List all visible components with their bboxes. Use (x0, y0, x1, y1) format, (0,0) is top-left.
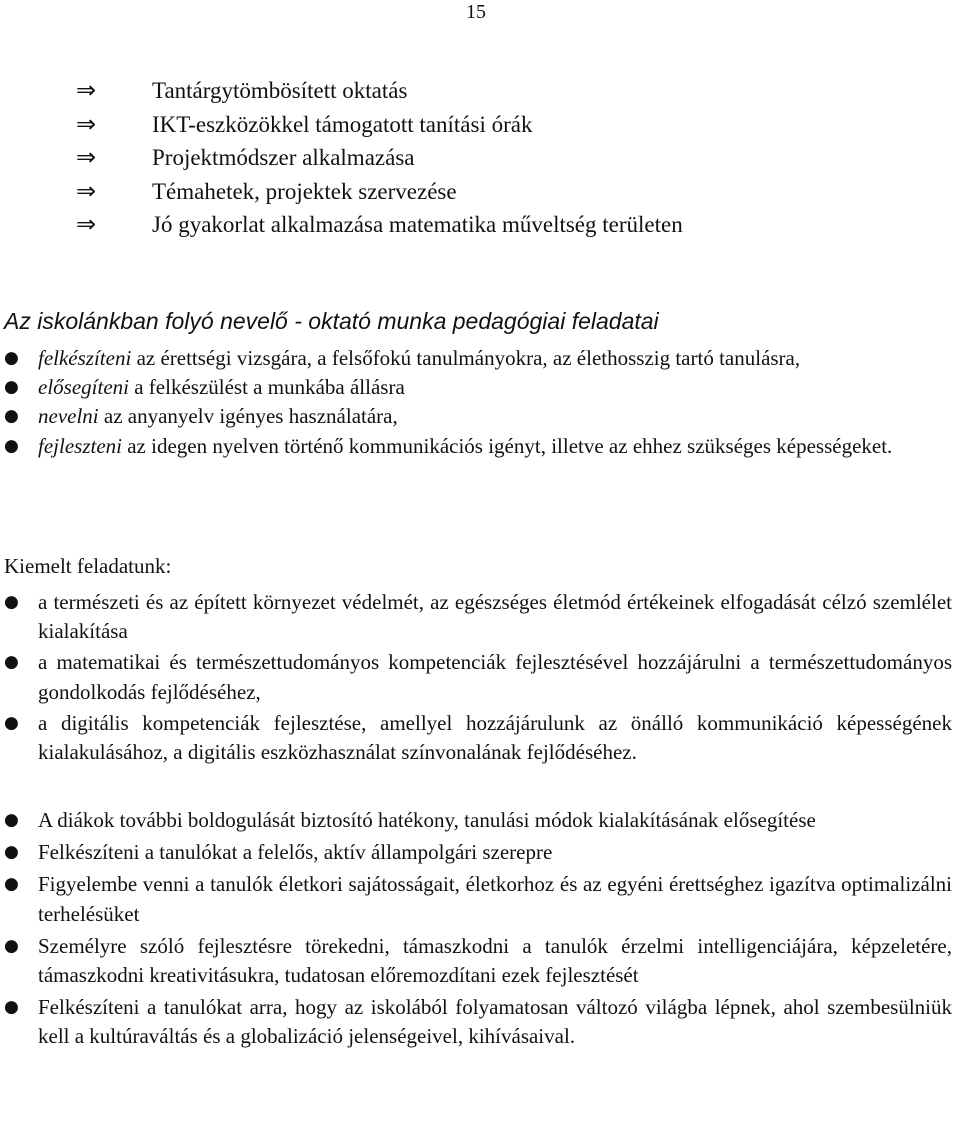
method-item-text: Tantárgytömbösített oktatás (152, 78, 408, 103)
method-item (0, 175, 960, 209)
double-arrow-icon: ⇒ (76, 210, 97, 238)
double-arrow-icon: ⇒ (76, 176, 97, 205)
highlighted-task-item (0, 709, 960, 767)
highlighted-task-item (0, 588, 960, 646)
general-task-item (0, 838, 960, 867)
general-task-item (0, 806, 960, 835)
bullet-icon: ● (4, 810, 19, 830)
general-task-text: A diákok további boldogulását biztosító hatékony, tanulási módok kialakításának elősegítése (38, 808, 816, 832)
bullet-icon: ● (4, 406, 19, 427)
general-task-text: Felkészíteni a tanulókat a felelős, aktív állampolgári szerepre (38, 840, 553, 865)
highlighted-task-text: a digitális kompetenciák fejlesztése, amellyel hozzájárulunk az önálló kommunikáció képességének kialakulásához, a digitális eszközhasználat színvonalának fejlődéséhez. (38, 710, 952, 765)
method-item-text: IKT-eszközökkel támogatott tanítási órák (152, 111, 533, 137)
method-item-text: Jó gyakorlat alkalmazása matematika műveltség területen (152, 212, 683, 237)
pedagogical-task-list (0, 344, 960, 461)
general-task-text: Felkészíteni a tanulókat arra, hogy az iskolából folyamatosan változó világba lépnek, ahol szembesülniük kell a kultúraváltás és a globalizáció jelenségeivel, kihívásaival. (38, 995, 952, 1049)
double-arrow-icon: ⇒ (76, 143, 97, 171)
bullet-icon: ● (4, 348, 19, 368)
highlighted-task-list (0, 588, 960, 769)
task-text: az idegen nyelven történő kommunikációs igényt, illetve az ehhez szükséges képességeket. (121, 433, 893, 458)
page-number: 15 (466, 1, 486, 23)
bullet-icon: ● (4, 377, 19, 398)
task-text: az érettségi vizsgára, a felsőfokú tanulmányokra, az élethosszig tartó tanulásra, (131, 346, 801, 370)
general-task-item (0, 870, 960, 928)
general-task-item (0, 993, 960, 1051)
bullet-icon: ● (4, 997, 19, 1018)
double-arrow-icon: ⇒ (76, 109, 97, 138)
highlighted-intro: Kiemelt feladatunk: (4, 554, 172, 578)
general-task-item (0, 932, 960, 990)
highlighted-task-text: a természeti és az épített környezet védelmét, az egészséges életmód értékeinek elfogadását célzó szemlélet kialakítása (38, 590, 952, 644)
task-item (0, 432, 960, 461)
method-item (0, 108, 960, 142)
bullet-icon: ● (4, 842, 19, 863)
task-text: a felkészülést a munkába állásra (128, 375, 405, 400)
task-keyword: felkészíteni (38, 346, 132, 370)
task-item (0, 373, 960, 402)
method-item (0, 74, 960, 108)
bullet-icon: ● (4, 935, 19, 956)
method-item-text: Témahetek, projektek szervezése (152, 178, 457, 204)
bullet-icon: ● (4, 592, 19, 612)
task-item (0, 344, 960, 373)
double-arrow-icon: ⇒ (76, 76, 97, 104)
bullet-icon: ● (4, 435, 19, 456)
task-keyword: fejleszteni (38, 433, 122, 458)
bullet-icon: ● (4, 652, 19, 673)
method-item (0, 141, 960, 175)
task-keyword: nevelni (38, 404, 99, 429)
highlighted-task-item (0, 648, 960, 706)
section-heading: Az iskolánkban folyó nevelő - oktató munka pedagógiai feladatai (4, 308, 659, 334)
task-item (0, 402, 960, 431)
task-text: az anyanyelv igényes használatára, (98, 404, 398, 429)
general-task-text: Figyelembe venni a tanulók életkori sajátosságait, életkorhoz és az egyéni érettséghez igazítva optimalizálni terhelésüket (38, 872, 952, 926)
highlighted-task-text: a matematikai és természettudományos kompetenciák fejlesztésével hozzájárulni a természettudományos gondolkodás fejlődéséhez, (38, 650, 952, 704)
bullet-icon: ● (4, 712, 19, 733)
bullet-icon: ● (4, 874, 19, 895)
method-item (0, 208, 960, 242)
general-task-text: Személyre szóló fejlesztésre törekedni, támaszkodni a tanulók érzelmi intelligenciájára, képzeletére, támaszkodni kreativitásukra, tudatosan előremozdítani ezek fejlesztését (38, 933, 952, 988)
general-task-list (0, 806, 960, 1055)
task-keyword: elősegíteni (38, 375, 129, 400)
method-item-text: Projektmódszer alkalmazása (152, 145, 415, 170)
method-list (0, 74, 960, 242)
